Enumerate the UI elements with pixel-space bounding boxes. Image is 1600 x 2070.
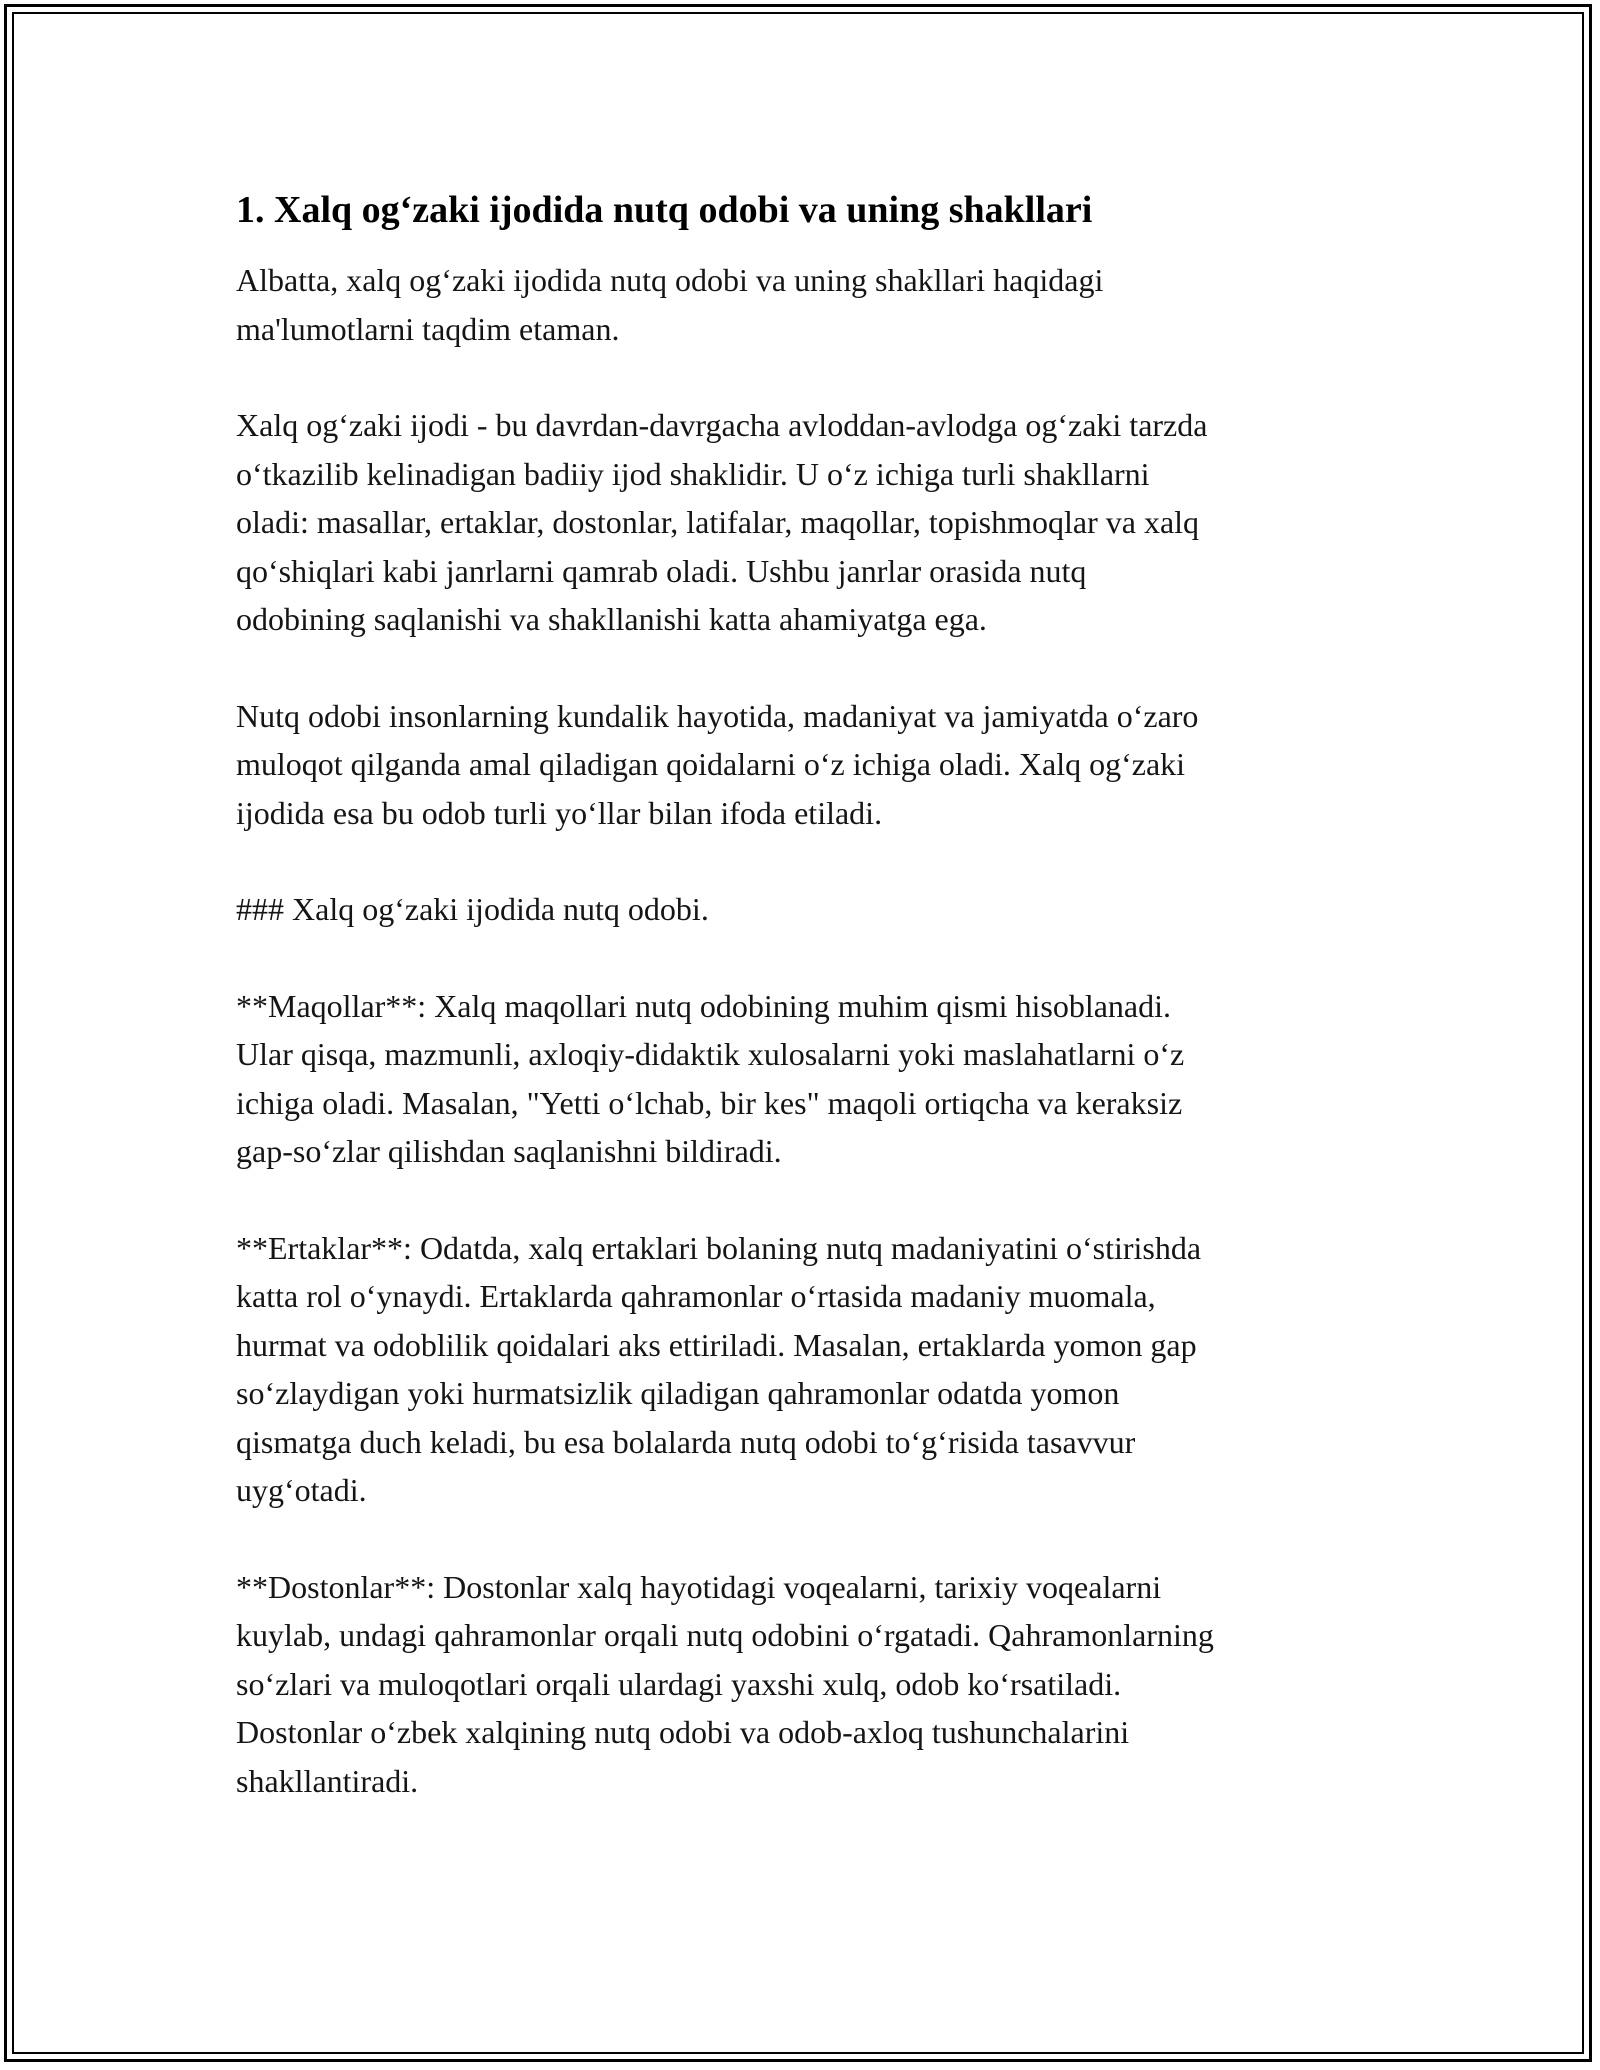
paragraph-line: so‘zlaydigan yoki hurmatsizlik qiladigan qahramonlar odatda yomon [236,1375,1120,1411]
paragraph-line: katta rol o‘ynaydi. Ertaklarda qahramonlar o‘rtasida madaniy muomala, [236,1278,1156,1314]
paragraph-line: Albatta, xalq og‘zaki ijodida nutq odobi va uning shakllari haqidagi [236,262,1104,298]
paragraph-ertaklar [236,1224,1376,1515]
paragraph-maqollar [236,982,1376,1176]
paragraph-line: ### Xalq og‘zaki ijodida nutq odobi. [236,891,709,927]
paragraph-line: odobining saqlanishi va shakllanishi katta ahamiyatga ega. [236,601,987,637]
paragraph-line: **Maqollar**: Xalq maqollari nutq odobining muhim qismi hisoblanadi. [236,987,1172,1024]
paragraph-line: muloqot qilganda amal qiladigan qoidalarni o‘z ichiga oladi. Xalq og‘zaki [236,746,1186,782]
paragraph-line: oladi: masallar, ertaklar, dostonlar, latifalar, maqollar, topishmoqlar va xalq [236,504,1200,540]
section-heading-markdown [236,885,1376,934]
paragraph-line: ijodida esa bu odob turli yo‘llar bilan ifoda etiladi. [236,794,883,831]
paragraph-line: qo‘shiqlari kabi janrlarni qamrab oladi. Ushbu janrlar orasida nutq [236,552,1087,589]
paragraph-line: shakllantiradi. [236,1762,419,1799]
paragraph-line: **Dostonlar**: Dostonlar xalq hayotidagi voqealarni, tarixiy voqealarni [236,1568,1162,1605]
paragraph-line: hurmat va odoblilik qoidalari aks ettiriladi. Masalan, ertaklarda yomon gap [236,1326,1197,1363]
paragraph-line: **Ertaklar**: Odatda, xalq ertaklari bolaning nutq madaniyatini o‘stirishda [236,1229,1202,1266]
paragraph-line: Nutq odobi insonlarning kundalik hayotida, madaniyat va jamiyatda o‘zaro [236,697,1199,734]
paragraph-line: so‘zlari va muloqotlari orqali ulardagi yaxshi xulq, odob ko‘rsatiladi. [236,1665,1122,1702]
paragraph-definition [236,401,1376,644]
paragraph-line: o‘tkazilib kelinadigan badiiy ijod shaklidir. U o‘z ichiga turli shakllarni [236,455,1150,492]
document-body [236,186,1376,1853]
paragraph-line: qismatga duch keladi, bu esa bolalarda nutq odobi to‘g‘risida tasavvur [236,1423,1136,1460]
paragraph-line: ichiga oladi. Masalan, "Yetti o‘lchab, bir kes" maqoli ortiqcha va keraksiz [236,1084,1183,1121]
paragraph-speech-etiquette [236,692,1376,838]
paragraph-intro [236,256,1376,353]
paragraph-dostonlar [236,1563,1376,1806]
paragraph-line: Xalq og‘zaki ijodi - bu davrdan-davrgacha avloddan-avlodga og‘zaki tarzda [236,407,1208,443]
paragraph-line: gap-so‘zlar qilishdan saqlanishni bildiradi. [236,1133,782,1169]
paragraph-line: Dostonlar o‘zbek xalqining nutq odobi va odob-axloq tushunchalarini [236,1714,1130,1750]
document-title: 1. Xalq og‘zaki ijodida nutq odobi va uning shakllari [236,189,1093,231]
paragraph-line: uyg‘otadi. [236,1472,367,1508]
paragraph-line: kuylab, undagi qahramonlar orqali nutq odobini o‘rgatadi. Qahramonlarning [236,1617,1214,1653]
paragraph-line: ma'lumotlarni taqdim etaman. [236,310,620,347]
paragraph-line: Ular qisqa, mazmunli, axloqiy-didaktik xulosalarni yoki maslahatlarni o‘z [236,1036,1185,1072]
